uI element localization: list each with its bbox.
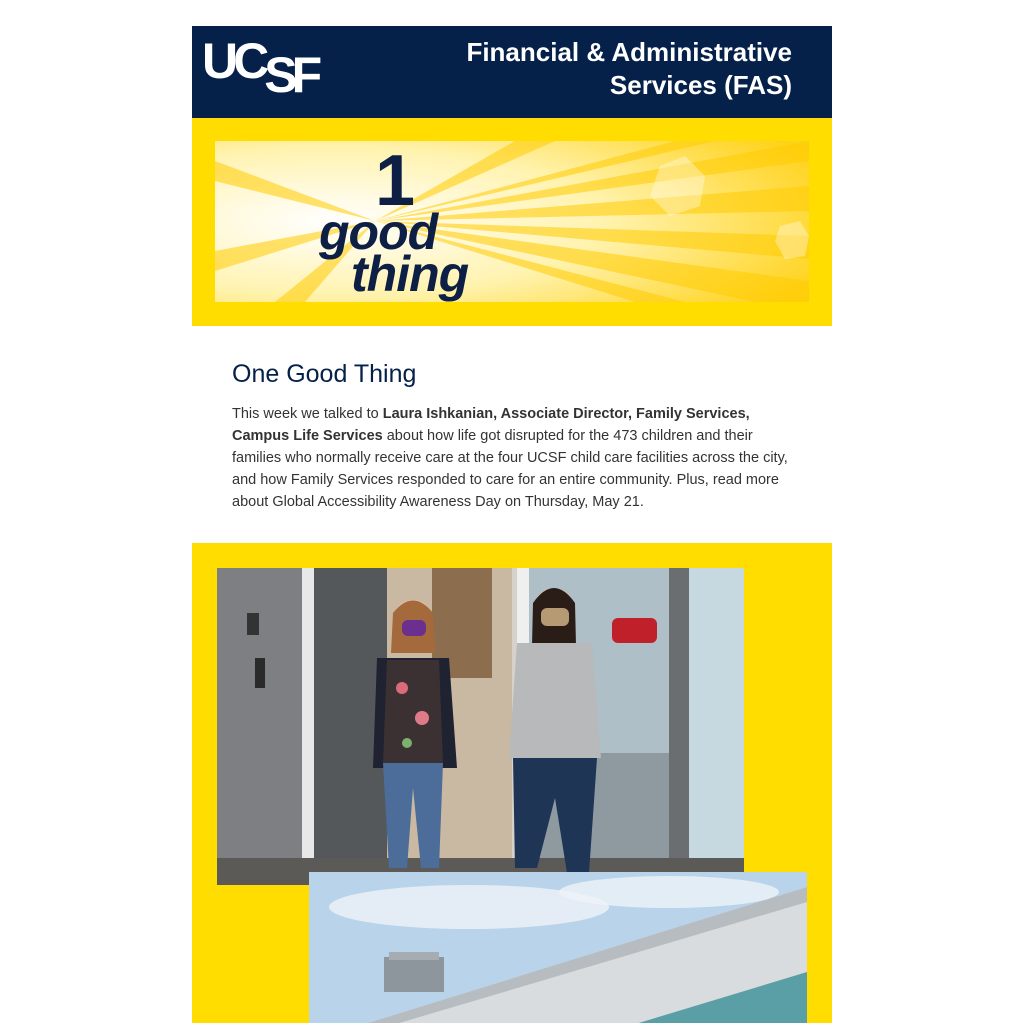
banner-frame — [192, 118, 832, 326]
banner-number: 1 — [375, 141, 416, 221]
staff-photo-graphic — [217, 568, 744, 885]
banner-image — [215, 141, 809, 302]
building-photo — [309, 872, 807, 1023]
intro-text: This week we talked to — [232, 406, 383, 422]
banner-text — [319, 141, 469, 302]
logo-sf: SF — [264, 47, 317, 103]
article-paragraph — [232, 403, 792, 513]
staff-photo — [217, 568, 744, 885]
banner-word-good: good — [319, 204, 438, 261]
header-title — [466, 36, 792, 102]
photo-frame — [192, 543, 832, 1023]
logo-uc: UC — [202, 33, 265, 89]
banner-word-thing: thing — [351, 245, 469, 302]
ucsf-logo[interactable] — [202, 33, 317, 103]
person-name: Laura Ishkanian, Associate Director, Family Services, Campus Life Services — [232, 406, 750, 444]
header-bar — [192, 26, 832, 118]
sunburst-graphic — [215, 141, 809, 302]
article-title: One Good Thing — [232, 360, 417, 388]
email-container — [192, 26, 832, 1023]
header-title-line1: Financial & Administrative — [466, 37, 792, 67]
header-title-line2: Services (FAS) — [609, 70, 792, 100]
building-photo-graphic — [309, 872, 807, 1023]
body-text: about how life got disrupted for the 473 children and their families who normally receive care at the four UCSF child care facilities across the city, and how Family Services responded to care for an entire community. Plus, read more about Global Accessibility Awareness Day on Thursday, May 21. — [232, 428, 788, 510]
article-section — [192, 326, 832, 543]
